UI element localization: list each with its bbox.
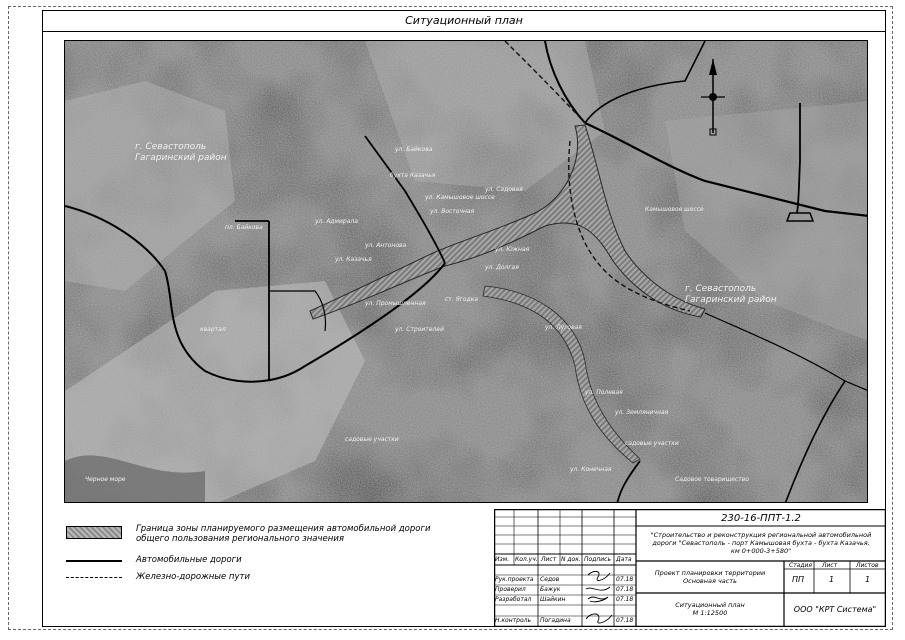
map-label-ul-bukt: бухта Казачья	[390, 172, 436, 179]
map-label-ul-dolg: ул. Долгая	[485, 264, 519, 271]
map-label-ul-bayk: ул. Байкова	[395, 146, 433, 153]
legend-rail-label: Железно-дорожные пути	[136, 572, 250, 582]
map-label-sad-3: ст. Ягодка	[445, 296, 479, 303]
col-header-list: Лист	[541, 556, 557, 563]
map-label-ul-pol: ул. Полевая	[585, 389, 623, 396]
document-name: Проект планировки территории Основная часть	[654, 569, 766, 585]
legend-road-swatch	[66, 560, 122, 562]
role-1: Проверил	[495, 586, 526, 593]
sheet-header: Лист	[822, 562, 838, 569]
name-0: Седов	[540, 576, 560, 583]
map-label-ul-lug: ул. Луговая	[545, 324, 582, 331]
col-header-data: Дата	[616, 556, 632, 563]
date-2: 07.18	[616, 596, 634, 603]
map-label-ul-zem: ул. Земляничная	[615, 409, 669, 416]
map-label-ul-sad: ул. Садовая	[485, 186, 523, 193]
signature-marks	[584, 567, 614, 627]
role-4: Н.контроль	[495, 617, 531, 624]
map-label-sad-4: Садовое товарищество	[675, 476, 749, 483]
map-label-ul-vost: ул. Восточная	[430, 208, 475, 215]
situation-map[interactable]	[64, 40, 868, 503]
col-header-podpis: Подпись	[584, 556, 611, 563]
map-label-ul-kamysh: ул. Камышовое шоссе	[425, 194, 495, 201]
map-label-ul-stroi: ул. Строителей	[395, 326, 444, 333]
map-label-sad-2: садовые участки	[625, 440, 679, 447]
title-divider	[42, 31, 886, 32]
sheet-name: Ситуационный план М 1:12500	[675, 601, 745, 617]
project-name: "Строительство и реконструкция региональной автомобильной дороги "Севастополь - порт Камышовая бухта - бухта Казачья, км 0+000-3+580"	[650, 531, 872, 555]
sheets-value: 1	[865, 575, 871, 584]
map-label-ul-kazach: ул. Казачья	[335, 256, 372, 263]
map-label-pl-bayk: пл. Байкова	[225, 224, 263, 231]
map-label-ul-promy: ул. Промышленная	[365, 300, 426, 307]
date-1: 07.18	[616, 586, 634, 593]
col-header-izm: Изм.	[495, 556, 510, 563]
col-header-ndok: N док.	[561, 556, 581, 563]
sheet-title: Ситуационный план	[405, 14, 523, 27]
map-label-sea: Черное море	[85, 476, 126, 483]
title-block	[494, 509, 886, 627]
name-2: Шайкин	[540, 596, 566, 603]
legend-road-label: Автомобильные дороги	[136, 555, 242, 565]
organization: ООО "КРТ Система"	[793, 605, 877, 614]
stage-value: ПП	[792, 575, 805, 584]
sheet-value: 1	[829, 575, 835, 584]
document-code: 230-16-ППТ-1.2	[721, 513, 801, 524]
date-4: 07.18	[616, 617, 634, 624]
map-label-ul-yug: ул. Южная	[495, 246, 530, 253]
map-label-ul-adm: ул. Адмирала	[315, 218, 358, 225]
legend-rail-swatch	[66, 577, 122, 578]
legend-zone-swatch	[66, 526, 122, 539]
name-4: Погадина	[540, 617, 571, 624]
map-label-ul-kam-sh: Камышовое шоссе	[645, 206, 704, 213]
name-1: Бажук	[540, 586, 561, 593]
legend-zone-label: Граница зоны планируемого размещения автомобильной дороги общего пользования регионального значения	[136, 524, 431, 544]
stage-header: Стадия	[789, 562, 813, 569]
role-2: Разработал	[495, 596, 532, 603]
map-label-sev-gag-2: г. Севастополь Гагаринский район	[685, 284, 777, 305]
role-0: Рук.проекта	[495, 576, 534, 583]
date-0: 07.18	[616, 576, 634, 583]
sheets-header: Листов	[856, 562, 879, 569]
map-label-kvart: квартал	[200, 326, 226, 333]
map-label-sad-1: садовые участки	[345, 436, 399, 443]
legend	[64, 516, 484, 606]
map-label-sev-gag-1: г. Севастополь Гагаринский район	[135, 142, 227, 163]
map-label-ul-ant: ул. Антонова	[365, 242, 407, 249]
map-label-ul-kon: ул. Конечная	[570, 466, 612, 473]
col-header-koluch: Кол.уч.	[515, 556, 538, 563]
